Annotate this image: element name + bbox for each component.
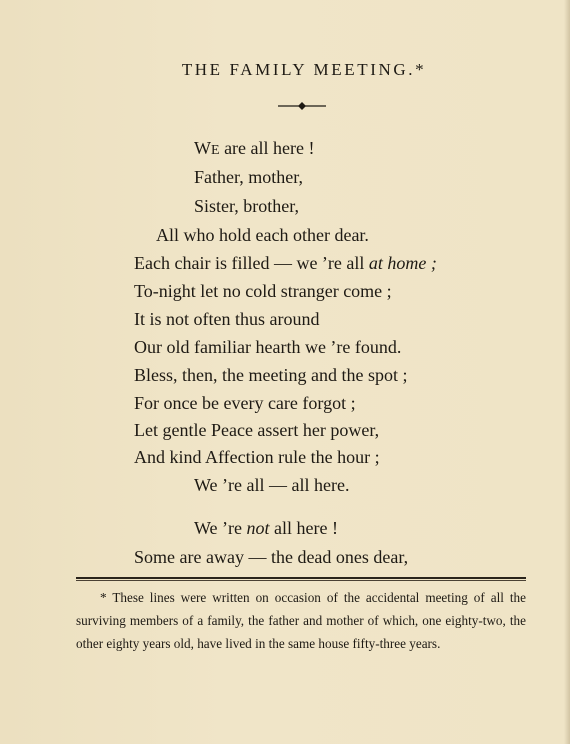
poem-line-4: All who hold each other dear.: [156, 225, 369, 245]
poem-stanza2-line-1: We ’re not all here !: [194, 518, 338, 538]
poem-stanza2-line-2: Some are away — the dead ones dear,: [134, 547, 409, 567]
poem-line-9: Bless, then, the meeting and the spot ;: [134, 365, 408, 385]
poem-line-8: Our old familiar hearth we ’re found.: [134, 337, 402, 357]
poem-line-5: Each chair is filled — we ’re all at home ;: [134, 253, 437, 273]
poem-line-11: Let gentle Peace assert her power,: [134, 420, 380, 440]
poem-line-2: Father, mother,: [194, 167, 304, 187]
footnote-text: * These lines were written on occasion of the accidental meeting of all the surviving members of a family, the father and mother of which, one eighty-two, the other eighty years old, have lived in the same house fifty-three years.: [76, 590, 526, 651]
poem-line-7: It is not often thus around: [134, 309, 320, 329]
poem-line-1: WE are all here !: [194, 138, 315, 158]
footnote: [76, 586, 526, 655]
poem-line-10: For once be every care forgot ;: [134, 393, 356, 413]
poem-line-3: Sister, brother,: [194, 196, 300, 216]
poem-line-13: We ’re all — all here.: [194, 475, 350, 495]
footnote-rule: [76, 577, 526, 579]
poem-line-12: And kind Affection rule the hour ;: [134, 447, 380, 467]
poem-line-6: To-night let no cold stranger come ;: [134, 281, 392, 301]
footnote-rule-thin: [76, 580, 526, 581]
page-title: THE FAMILY MEETING.*: [181, 60, 427, 79]
